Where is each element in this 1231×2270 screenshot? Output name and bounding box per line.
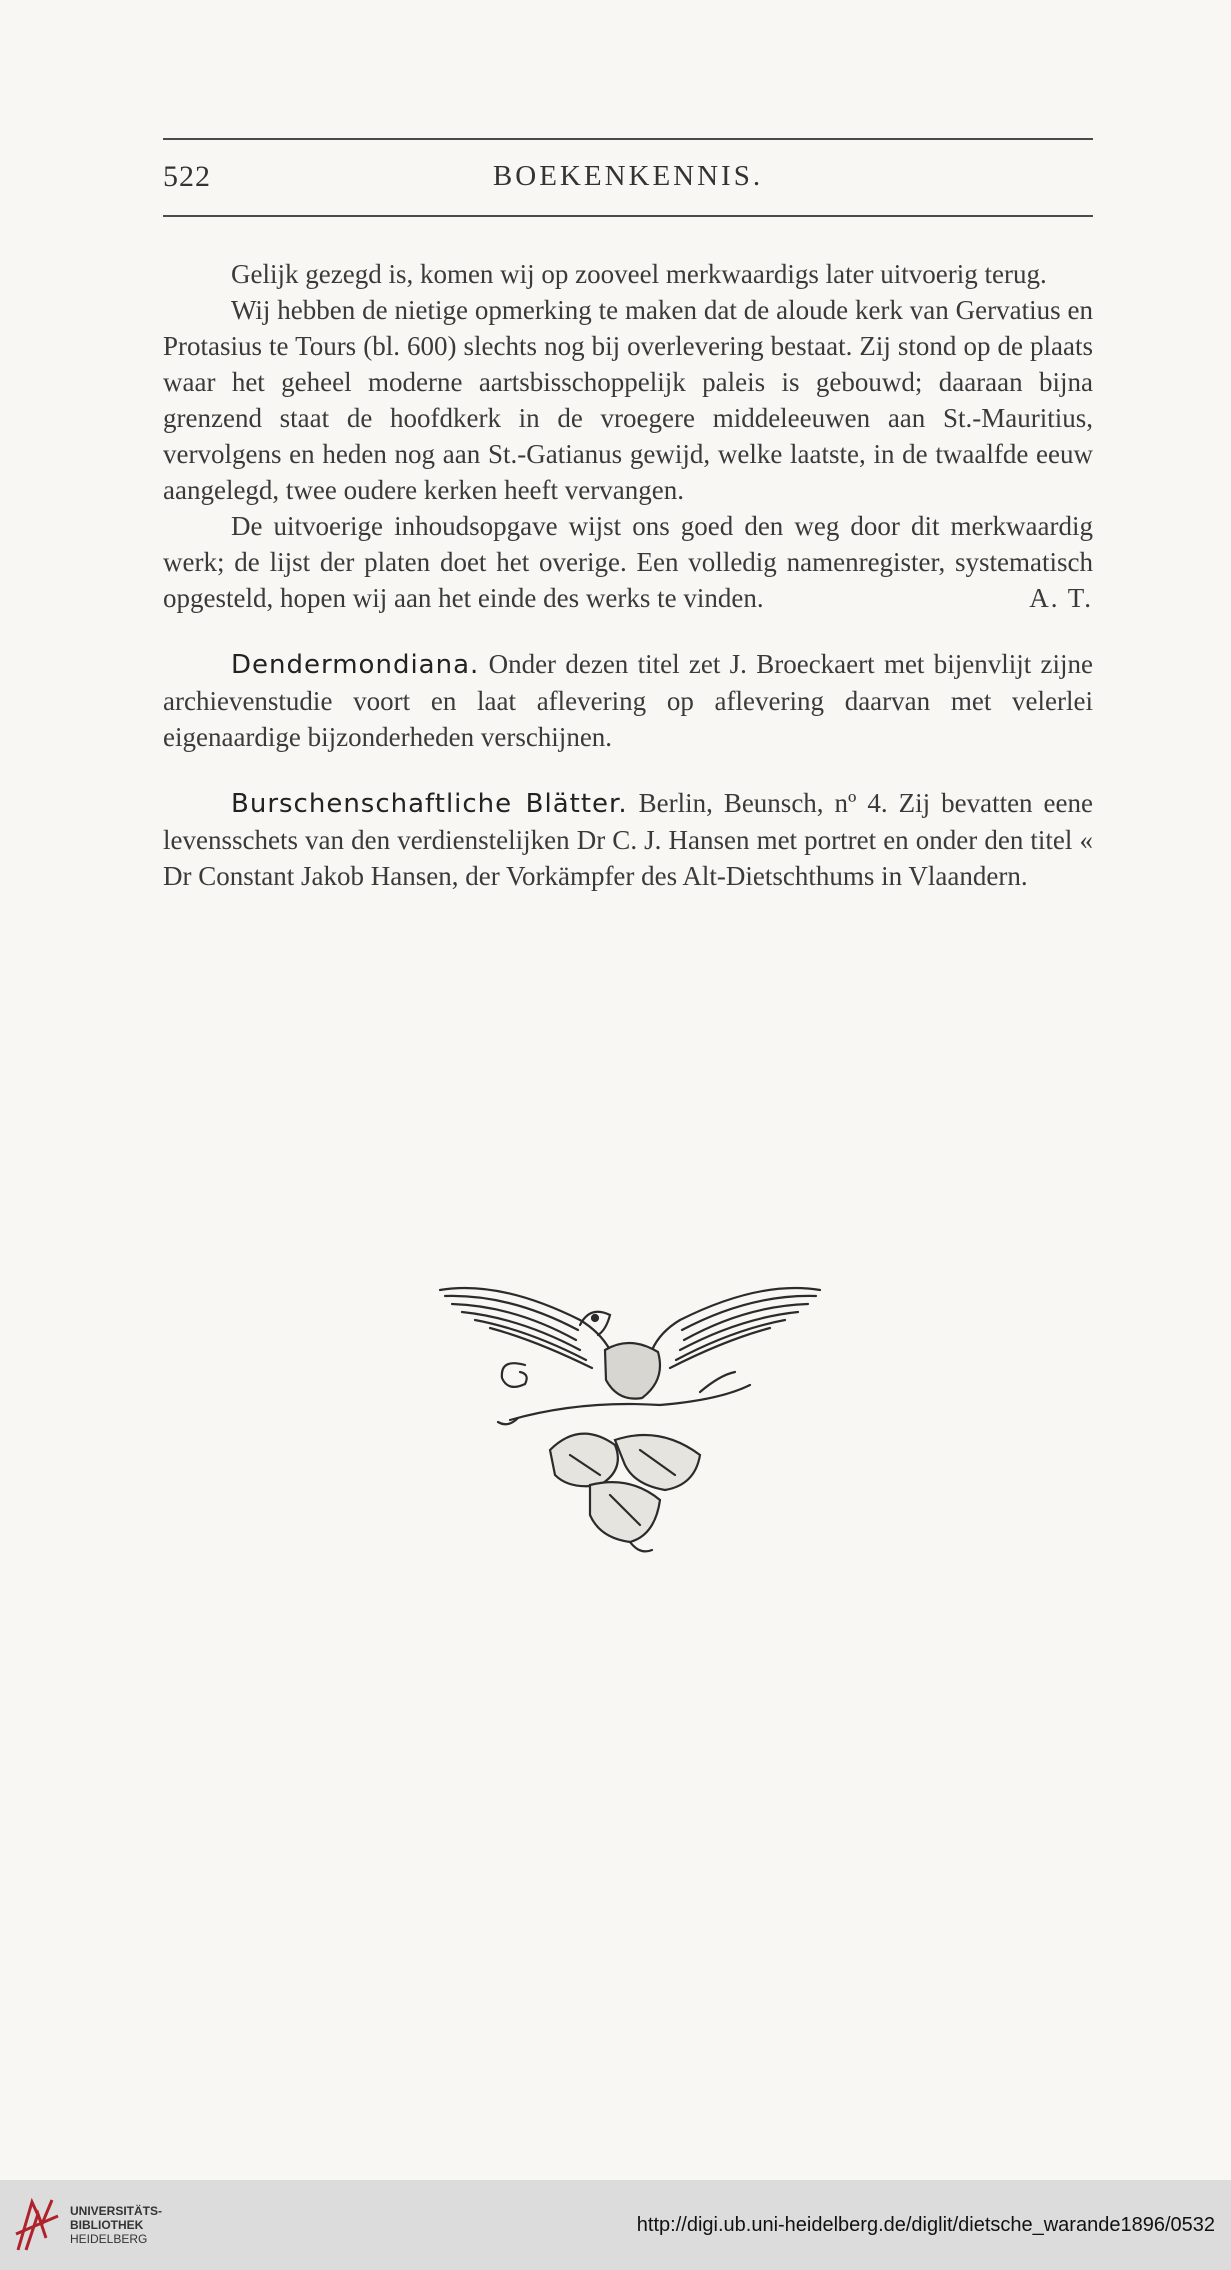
eagle-vignette-icon [430, 1280, 830, 1560]
library-logo-icon [12, 2194, 64, 2256]
body-text [163, 256, 1093, 894]
paragraph-4-text: Onder dezen titel zet J. Broeckaert met bijenvlijt zijne archievenstudie voort en laat aflevering op aflevering daarvan met velerlei eigenaardige bijzonderheden verschijnen. [163, 649, 1093, 752]
paragraph-5-lead: Burschenschaftliche Blätter. [231, 789, 628, 819]
paragraph-4-lead: Dendermondiana. [231, 650, 480, 680]
paragraph-1: Gelijk gezegd is, komen wij op zooveel merkwaardigs later uitvoerig terug. [231, 259, 1047, 289]
signature: A. T. [1029, 583, 1093, 613]
library-logo[interactable] [12, 2194, 172, 2258]
paragraph-3 [163, 508, 1093, 616]
logo-line-1: UNIVERSITÄTS- [70, 2204, 163, 2218]
running-title: BOEKENKENNIS. [492, 160, 764, 192]
logo-line-2: BIBLIOTHEK [70, 2218, 144, 2232]
paragraph-3-text: De uitvoerige inhoudsopgave wijst ons goed den weg door dit merkwaardig werk; de lijst der platen doet het overige. Een volledig namenregister, systematisch opgesteld, hopen wij aan het einde des werks te vinden. [163, 511, 1093, 613]
footer-bar [0, 2180, 1231, 2270]
header-rule-top [163, 138, 1093, 140]
paragraph-5 [163, 785, 1093, 894]
paragraph-2: Wij hebben de nietige opmerking te maken dat de aloude kerk van Gervatius en Protasius te Tours (bl. 600) slechts nog bij overlevering bestaat. Zij stond op de plaats waar het geheel moderne aartsbisschoppelijk paleis is gebouwd; daaraan bijna grenzend staat de hoofdkerk in de vroegere middeleeuwen aan St.-Mauritius, vervolgens en heden nog aan St.-Gatianus gewijd, welke laatste, in de twaalfde eeuw aangelegd, twee oudere kerken heeft vervangen. [163, 295, 1093, 505]
header-rule-bottom [163, 215, 1093, 217]
logo-line-3: HEIDELBERG [70, 2232, 148, 2246]
library-logo-text [70, 2204, 162, 2246]
source-url-link[interactable]: http://digi.ub.uni-heidelberg.de/diglit/dietsche_warande1896/0532 [636, 2214, 1215, 2236]
page-number: 522 [163, 160, 211, 193]
running-head [163, 160, 1093, 200]
paragraph-5-text: Berlin, Beunsch, nº 4. Zij bevatten eene levensschets van den verdienstelijken Dr C. J. Hansen met portret en onder den titel « Dr Constant Jakob Hansen, der Vorkämpfer des Alt-Dietschthums in Vlaandern. [163, 788, 1093, 891]
paragraph-4 [163, 646, 1093, 755]
